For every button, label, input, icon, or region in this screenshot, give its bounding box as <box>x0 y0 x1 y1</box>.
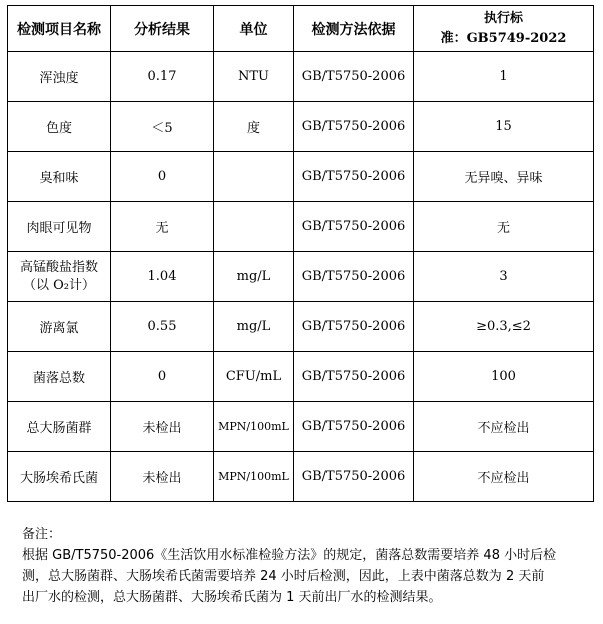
table-row <box>8 202 594 252</box>
results-table <box>7 5 594 502</box>
note-section <box>22 524 592 608</box>
header-unit: 单位 <box>214 6 294 52</box>
cell-standard: 不应检出 <box>414 402 594 452</box>
note-line: 测，总大肠菌群、大肠埃希氏菌需要培养 24 小时后检测，因此，上表中菌落总数为 2 天前 <box>22 569 545 584</box>
header-item: 检测项目名称 <box>8 6 111 52</box>
header-standard-line1: 执行标 <box>483 10 523 26</box>
cell-method: GB/T5750-2006 <box>294 402 414 452</box>
cell-unit: NTU <box>214 52 294 102</box>
note-line: 根据 GB/T5750-2006《生活饮用水标准检验方法》的规定，菌落总数需要培养 48 小时后检 <box>22 548 557 563</box>
cell-item: 色度 <box>8 102 111 152</box>
cell-item: 总大肠菌群 <box>8 402 111 452</box>
cell-unit <box>214 152 294 202</box>
cell-standard: ≥0.3,≤2 <box>414 302 594 352</box>
table-row <box>8 102 594 152</box>
note-line: 出厂水的检测，总大肠菌群、大肠埃希氏菌为 1 天前出厂水的检测结果。 <box>22 590 442 605</box>
header-result: 分析结果 <box>111 6 214 52</box>
cell-unit: CFU/mL <box>214 352 294 402</box>
cell-item: 肉眼可见物 <box>8 202 111 252</box>
cell-item-line2: （以 O₂计） <box>22 277 95 293</box>
header-standard <box>414 6 594 52</box>
cell-result: 未检出 <box>111 452 214 502</box>
cell-result: 0.17 <box>111 52 214 102</box>
cell-method: GB/T5750-2006 <box>294 102 414 152</box>
header-row <box>8 6 594 52</box>
table-row <box>8 302 594 352</box>
table-row <box>8 402 594 452</box>
cell-method: GB/T5750-2006 <box>294 252 414 302</box>
cell-unit: 度 <box>214 102 294 152</box>
cell-unit: MPN/100mL <box>214 402 294 452</box>
cell-item: 游离氯 <box>8 302 111 352</box>
cell-result: 无 <box>111 202 214 252</box>
cell-standard: 100 <box>414 352 594 402</box>
cell-standard: 无异嗅、异味 <box>414 152 594 202</box>
cell-method: GB/T5750-2006 <box>294 152 414 202</box>
table-row <box>8 352 594 402</box>
cell-item: 臭和味 <box>8 152 111 202</box>
header-standard-line2: 准：GB5749-2022 <box>440 30 567 46</box>
cell-item: 浑浊度 <box>8 52 111 102</box>
table-row <box>8 452 594 502</box>
cell-item-line1: 高锰酸盐指数 <box>19 259 98 275</box>
cell-result: 0.55 <box>111 302 214 352</box>
cell-method: GB/T5750-2006 <box>294 452 414 502</box>
cell-result: 未检出 <box>111 402 214 452</box>
cell-result: 0 <box>111 352 214 402</box>
cell-unit: MPN/100mL <box>214 452 294 502</box>
cell-method: GB/T5750-2006 <box>294 352 414 402</box>
cell-unit: mg/L <box>214 302 294 352</box>
cell-standard: 不应检出 <box>414 452 594 502</box>
cell-item: 大肠埃希氏菌 <box>8 452 111 502</box>
cell-item <box>8 252 111 302</box>
cell-standard: 15 <box>414 102 594 152</box>
table-row <box>8 252 594 302</box>
cell-unit <box>214 202 294 252</box>
cell-result: 0 <box>111 152 214 202</box>
cell-method: GB/T5750-2006 <box>294 52 414 102</box>
cell-standard: 无 <box>414 202 594 252</box>
cell-standard: 1 <box>414 52 594 102</box>
cell-unit: mg/L <box>214 252 294 302</box>
cell-result: ＜5 <box>111 102 214 152</box>
note-title: 备注： <box>22 527 62 542</box>
cell-method: GB/T5750-2006 <box>294 202 414 252</box>
table-row <box>8 152 594 202</box>
header-method: 检测方法依据 <box>294 6 414 52</box>
cell-standard: 3 <box>414 252 594 302</box>
table-row <box>8 52 594 102</box>
cell-method: GB/T5750-2006 <box>294 302 414 352</box>
cell-result: 1.04 <box>111 252 214 302</box>
cell-item: 菌落总数 <box>8 352 111 402</box>
